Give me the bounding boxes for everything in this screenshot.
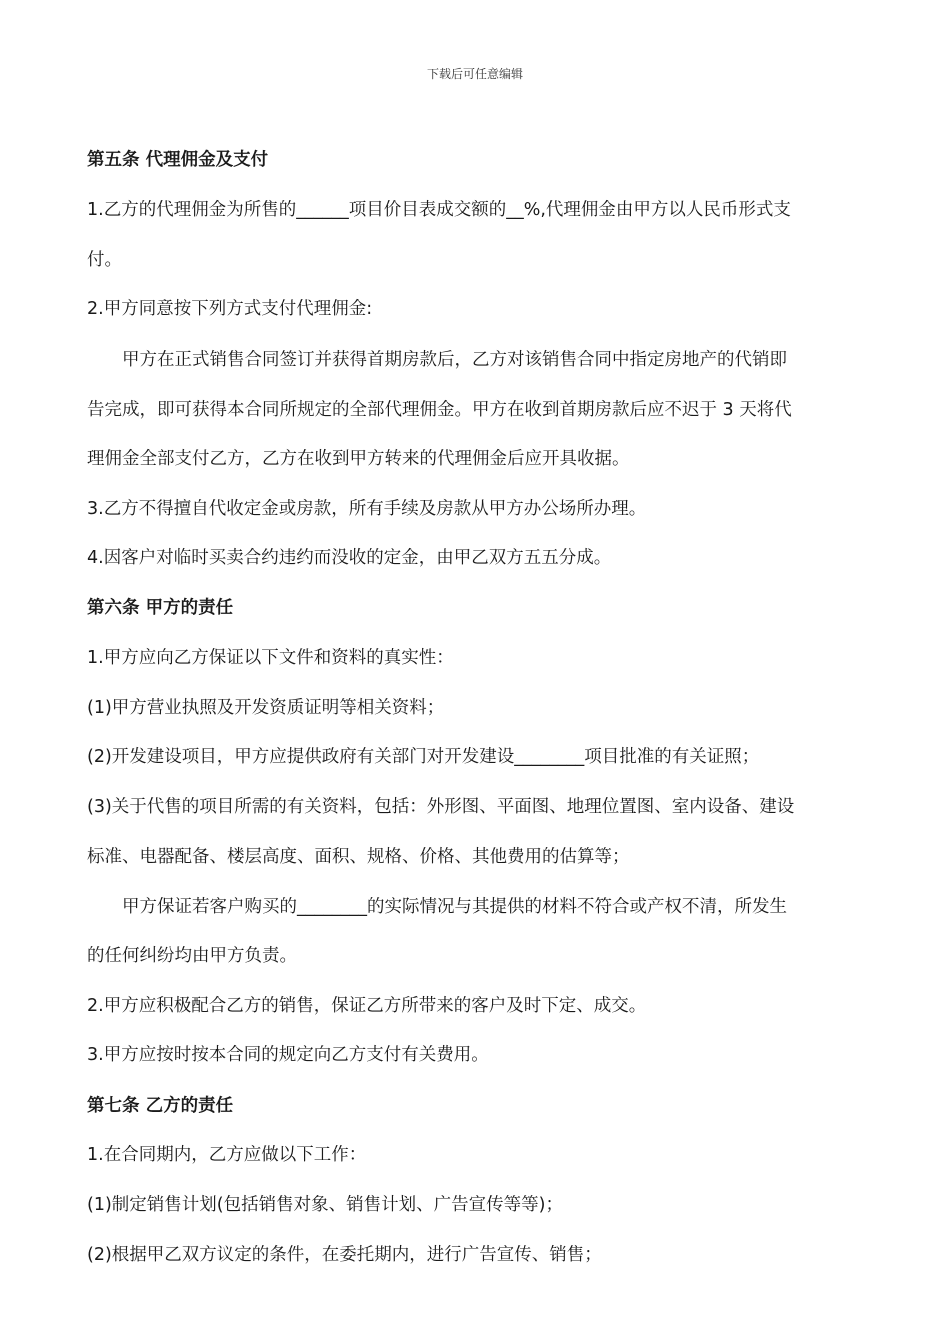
article-6-heading: 第六条 甲方的责任 — [87, 598, 234, 618]
paragraph-line: (1)制定销售计划(包括销售对象、销售计划、广告宣传等等)； — [87, 1195, 563, 1215]
paragraph-line: (2)根据甲乙双方议定的条件，在委托期内，进行广告宣传、销售； — [87, 1245, 602, 1265]
paragraph-line: 理佣金全部支付乙方，乙方在收到甲方转来的代理佣金后应开具收据。 — [87, 449, 630, 469]
paragraph-line: 标准、电器配备、楼层高度、面积、规格、价格、其他费用的估算等； — [87, 847, 630, 867]
paragraph-line: 3.乙方不得擅自代收定金或房款，所有手续及房款从甲方办公场所办理。 — [87, 499, 647, 519]
paragraph-line: (1)甲方营业执照及开发资质证明等相关资料； — [87, 698, 445, 718]
article-7-heading: 第七条 乙方的责任 — [87, 1096, 234, 1116]
paragraph-line: 1.乙方的代理佣金为所售的______项目价目表成交额的__%,代理佣金由甲方以人民币形式支 — [87, 200, 791, 220]
paragraph-line: 告完成，即可获得本合同所规定的全部代理佣金。甲方在收到首期房款后应不迟于 3 天将代 — [87, 400, 792, 420]
paragraph-line: 1.在合同期内，乙方应做以下工作： — [87, 1145, 367, 1165]
paragraph-line: 3.甲方应按时按本合同的规定向乙方支付有关费用。 — [87, 1045, 489, 1065]
paragraph-line: 1.甲方应向乙方保证以下文件和资料的真实性： — [87, 648, 454, 668]
paragraph-line: 甲方保证若客户购买的________的实际情况与其提供的材料不符合或产权不清，所发生 — [87, 897, 787, 917]
paragraph-line: (2)开发建设项目，甲方应提供政府有关部门对开发建设________项目批准的有关证照； — [87, 747, 760, 767]
paragraph-line: 2.甲方同意按下列方式支付代理佣金: — [87, 299, 373, 319]
paragraph-line: 4.因客户对临时买卖合约违约而没收的定金，由甲乙双方五五分成。 — [87, 548, 612, 568]
page-header: 下载后可任意编辑 — [426, 67, 523, 81]
paragraph-line: (3)关于代售的项目所需的有关资料，包括：外形图、平面图、地理位置图、室内设备、建设 — [87, 797, 795, 817]
paragraph-line: 的任何纠纷均由甲方负责。 — [87, 946, 297, 966]
paragraph-line: 2.甲方应积极配合乙方的销售，保证乙方所带来的客户及时下定、成交。 — [87, 996, 647, 1016]
paragraph-line: 付。 — [87, 250, 122, 270]
article-5-heading: 第五条 代理佣金及支付 — [87, 150, 269, 170]
paragraph-line: 甲方在正式销售合同签订并获得首期房款后，乙方对该销售合同中指定房地产的代销即 — [87, 350, 787, 370]
